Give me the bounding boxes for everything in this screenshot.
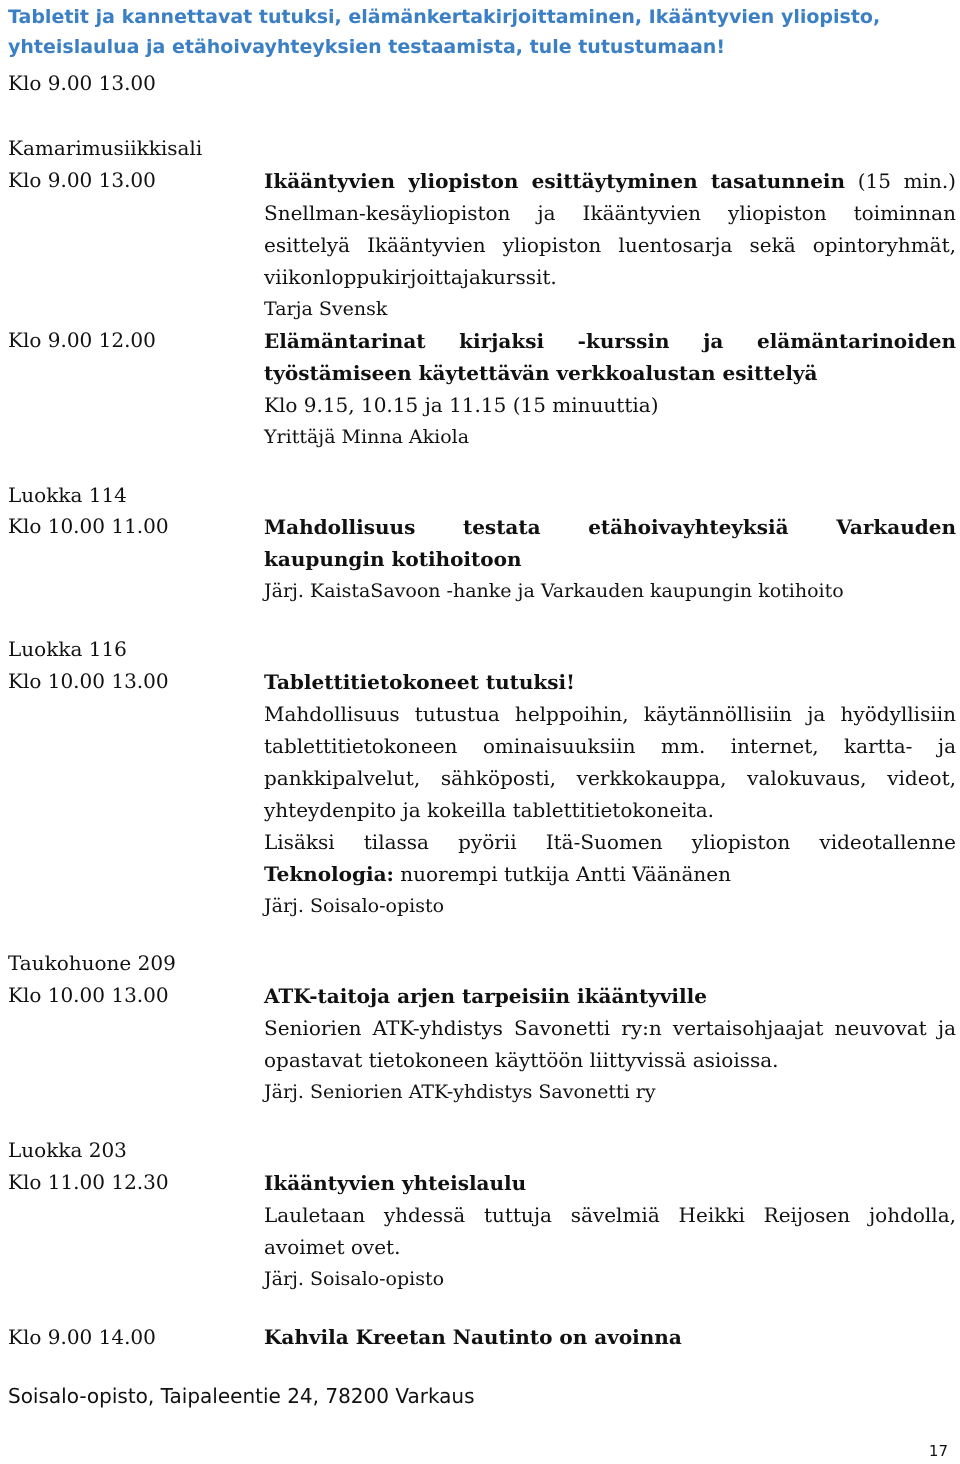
event-video-note: Lisäksi tilassa pyörii Itä-Suomen yliopiston videotallenne — [264, 830, 956, 854]
event-block — [264, 1167, 956, 1295]
event-description: Seniorien ATK-yhdistys Savonetti ry:n vertaisohjaajat neuvovat ja opastavat tietokoneen käyttöön liittyvissä asioissa. — [264, 1016, 956, 1072]
page-heading — [8, 2, 956, 62]
intro-time: Klo 9.00 13.00 — [8, 71, 156, 95]
event-title: Kahvila Kreetan Nautinto on avoinna — [264, 1325, 682, 1349]
event-block — [264, 165, 956, 325]
room-kamarimusiikkisali: Kamarimusiikkisali — [8, 136, 203, 160]
event-organizer: Järj. Soisalo-opisto — [264, 895, 445, 917]
event-description: Lauletaan yhdessä tuttuja sävelmiä Heikki Reijosen johdolla, avoimet ovet. — [264, 1203, 956, 1259]
event-description: Mahdollisuus tutustua helppoihin, käytännöllisiin ja hyödyllisiin tablettitietokoneen ominaisuuksiin mm. internet, kartta- ja pankkipalvelut, sähköposti, verkkokauppa, valokuvaus, videot, yhteydenpito ja kokeilla tablettitietokoneita. — [264, 702, 956, 822]
event-time: Klo 10.00 13.00 — [8, 983, 169, 1007]
event-block — [264, 1321, 956, 1353]
footer-address: Soisalo-opisto, Taipaleentie 24, 78200 Varkaus — [8, 1384, 475, 1408]
technology-person: nuorempi tutkija Antti Väänänen — [393, 862, 731, 886]
event-description: Snellman-kesäyliopiston ja Ikääntyvien yliopiston toiminnan esittelyä Ikääntyvien yliopiston luentosarja sekä opintoryhmät, viikonloppukirjoittajakurssit. — [264, 201, 956, 289]
event-title: Ikääntyvien yhteislaulu — [264, 1171, 527, 1195]
event-times: Klo 9.15, 10.15 ja 11.15 (15 minuuttia) — [264, 393, 659, 417]
heading-line-1: Tabletit ja kannettavat tutuksi, elämänkertakirjoittaminen, Ikääntyvien yliopisto, — [8, 6, 881, 28]
event-title: ATK-taitoja arjen tarpeisiin ikääntyville — [264, 984, 707, 1008]
event-block — [264, 980, 956, 1108]
room-luokka-116: Luokka 116 — [8, 637, 127, 661]
event-title: Ikääntyvien yliopiston esittäytyminen tasatunnein — [264, 169, 846, 193]
page-number: 17 — [928, 1442, 948, 1460]
event-time: Klo 10.00 13.00 — [8, 669, 169, 693]
event-time: Klo 10.00 11.00 — [8, 514, 169, 538]
event-time: Klo 9.00 13.00 — [8, 168, 156, 192]
event-time: Klo 9.00 12.00 — [8, 328, 156, 352]
event-time: Klo 11.00 12.30 — [8, 1170, 169, 1194]
event-title: Tablettitietokoneet tutuksi! — [264, 670, 575, 694]
event-block — [264, 666, 956, 922]
event-person: Tarja Svensk — [264, 298, 388, 320]
event-organizer: Järj. Soisalo-opisto — [264, 1268, 445, 1290]
technology-label: Teknologia: — [264, 862, 394, 886]
event-time: Klo 9.00 14.00 — [8, 1325, 156, 1349]
room-taukohuone-209: Taukohuone 209 — [8, 951, 176, 975]
room-luokka-203: Luokka 203 — [8, 1138, 127, 1162]
event-block — [264, 325, 956, 453]
event-organizer: Järj. KaistaSavoon -hanke ja Varkauden kaupungin kotihoito — [264, 580, 844, 602]
event-organizer: Järj. Seniorien ATK-yhdistys Savonetti ry — [264, 1081, 656, 1103]
event-block — [264, 511, 956, 607]
event-title: Mahdollisuus testata etähoivayhteyksiä Varkauden kaupungin kotihoitoon — [264, 515, 956, 571]
event-technology-line — [264, 858, 956, 890]
event-person: Yrittäjä Minna Akiola — [264, 426, 470, 448]
room-luokka-114: Luokka 114 — [8, 483, 127, 507]
event-title: Elämäntarinat kirjaksi -kurssin ja elämäntarinoiden työstämiseen käytettävän verkkoalustan esittelyä — [264, 329, 956, 385]
event-title-line — [264, 165, 956, 197]
event-duration: (15 min.) — [845, 169, 956, 193]
heading-line-2: yhteislaulua ja etähoivayhteyksien testaamista, tule tutustumaan! — [8, 36, 725, 58]
